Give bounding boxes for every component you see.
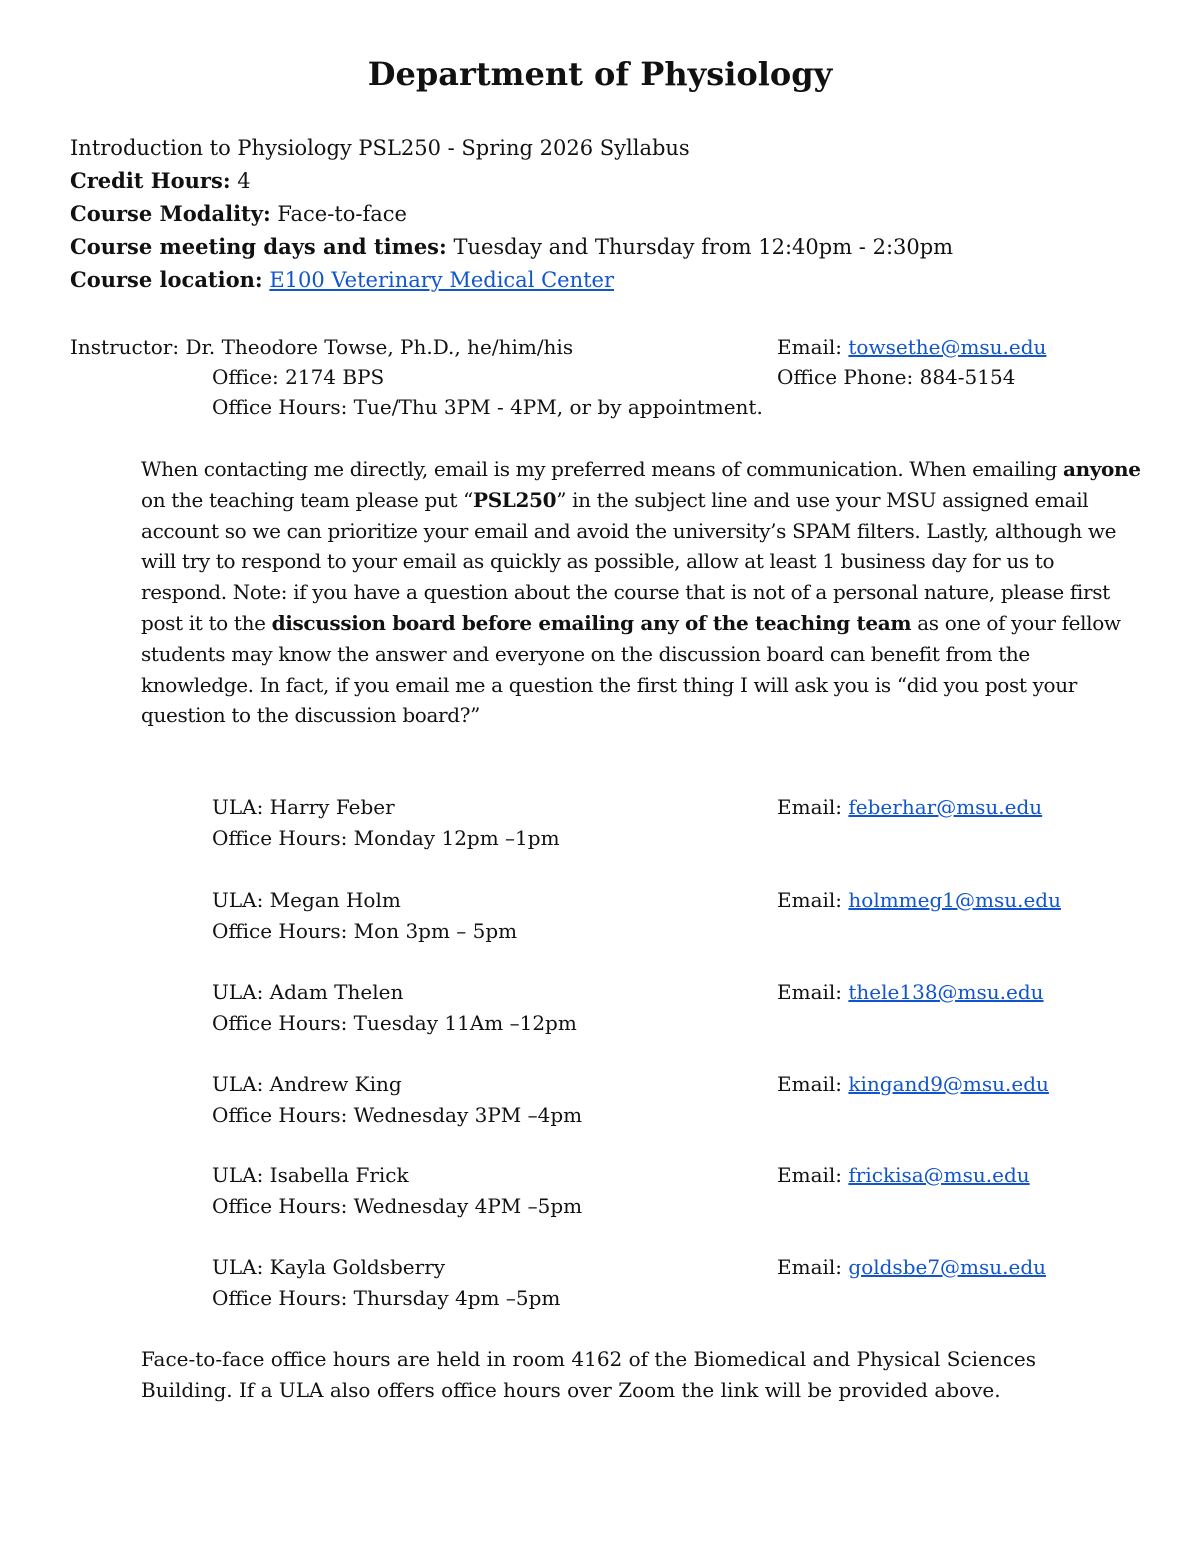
instructor-email-label: Email: [777, 335, 849, 359]
instructor-office-hours: Office Hours: Tue/Thu 3PM - 4PM, or by appointment. [212, 395, 763, 419]
ula-name: ULA: Kayla Goldsberry [212, 1255, 446, 1279]
ula-email-line [777, 1160, 1030, 1190]
instructor-phone: Office Phone: 884-5154 [777, 365, 1016, 389]
course-modality-line [70, 199, 407, 229]
ula-office-hours: Office Hours: Wednesday 3PM –4pm [212, 1103, 583, 1127]
ula-email-label: Email: [777, 1255, 849, 1279]
ula-name: ULA: Harry Feber [212, 795, 395, 819]
ula-email-link[interactable]: frickisa@msu.edu [848, 1163, 1030, 1187]
ula-office-hours: Office Hours: Mon 3pm – 5pm [212, 919, 518, 943]
ula-email-label: Email: [777, 1163, 849, 1187]
course-modality-label: Course Modality: [70, 201, 271, 226]
ula-email-label: Email: [777, 980, 849, 1004]
ula-name: ULA: Adam Thelen [212, 980, 404, 1004]
course-modality-value: Face-to-face [270, 202, 407, 226]
instructor-office: Office: 2174 BPS [212, 365, 385, 389]
office-hours-note-line-1: Face-to-face office hours are held in room 4162 of the Biomedical and Physical Sciences [141, 1347, 1037, 1371]
contact-text-1: When contacting me directly, email is my preferred means of communication. When emailing [141, 457, 1063, 481]
ula-email-line [777, 1252, 1046, 1282]
instructor-email-link[interactable]: towsethe@msu.edu [848, 335, 1047, 359]
ula-email-link[interactable]: kingand9@msu.edu [848, 1072, 1049, 1096]
ula-office-hours: Office Hours: Wednesday 4PM –5pm [212, 1194, 583, 1218]
course-title-line: Introduction to Physiology PSL250 - Spring 2026 Syllabus [70, 136, 690, 160]
meeting-times-value: Tuesday and Thursday from 12:40pm - 2:30pm [446, 235, 954, 259]
course-location-label: Course location: [70, 267, 263, 292]
contact-bold-discussion: discussion board before emailing any of the teaching team [271, 610, 912, 635]
ula-office-hours: Office Hours: Tuesday 11Am –12pm [212, 1011, 577, 1035]
ula-email-link[interactable]: goldsbe7@msu.edu [848, 1255, 1047, 1279]
course-location-line [70, 265, 614, 295]
meeting-times-label: Course meeting days and times: [70, 234, 447, 259]
credit-hours-label: Credit Hours: [70, 168, 231, 193]
ula-email-line [777, 792, 1042, 822]
contact-bold-course-code: PSL250 [473, 487, 557, 512]
contact-bold-anyone: anyone [1062, 457, 1141, 481]
credit-hours-value: 4 [230, 169, 251, 193]
ula-email-line [777, 1069, 1049, 1099]
instructor-email-line [777, 332, 1046, 362]
ula-email-line [777, 885, 1061, 915]
ula-office-hours: Office Hours: Thursday 4pm –5pm [212, 1286, 561, 1310]
contact-text-2: on the teaching team please put “ [141, 487, 473, 512]
ula-email-label: Email: [777, 888, 849, 912]
contact-paragraph [141, 454, 1141, 731]
instructor-line: Instructor: Dr. Theodore Towse, Ph.D., he/him/his [70, 335, 574, 359]
ula-name: ULA: Andrew King [212, 1072, 402, 1096]
office-hours-note-line-2: Building. If a ULA also offers office hours over Zoom the link will be provided above. [141, 1378, 1001, 1402]
ula-email-link[interactable]: holmmeg1@msu.edu [848, 888, 1061, 912]
ula-email-link[interactable]: thele138@msu.edu [848, 980, 1044, 1004]
ula-email-line [777, 977, 1044, 1007]
ula-email-label: Email: [777, 795, 849, 819]
ula-email-link[interactable]: feberhar@msu.edu [848, 795, 1043, 819]
ula-email-label: Email: [777, 1072, 849, 1096]
ula-name: ULA: Megan Holm [212, 888, 401, 912]
ula-office-hours: Office Hours: Monday 12pm –1pm [212, 826, 560, 850]
meeting-times-line [70, 232, 953, 262]
page-title: Department of Physiology [367, 55, 833, 93]
contact-text-4: as one of your fellow students may know the answer and everyone on the discussion board can benefit from the knowledge. In fact, if you email me a question the first thing I will ask you is “did you post your question to the discussion board?” [141, 610, 1121, 728]
contact-text-3: ” in the subject line and use your MSU assigned email account so we can prioritize your email and avoid the university’s SPAM filters. Lastly, although we will try to respond to your email as quickly as possible, allow at least 1 business day for us to respond. Note: if you have a question about the course that is not of a personal nature, please first post it to the [141, 487, 1117, 635]
ula-name: ULA: Isabella Frick [212, 1163, 409, 1187]
course-location-link[interactable]: E100 Veterinary Medical Center [269, 268, 615, 292]
credit-hours-line [70, 166, 251, 196]
